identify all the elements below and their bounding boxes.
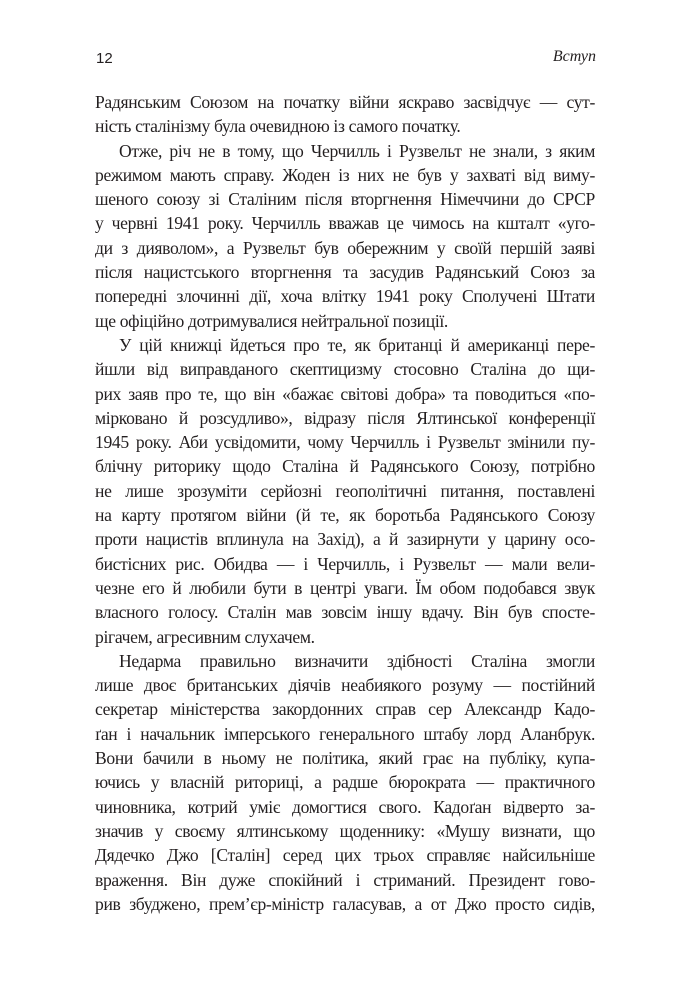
text-line: ючись у власній риториці, а радше бюрократа — практичного <box>95 772 595 793</box>
text-line: ще офіційно дотримувалися нейтральної позиції. <box>95 310 448 331</box>
text-line: рігачем, агресивним слухачем. <box>95 626 315 647</box>
text-line: блічну риторику щодо Сталіна й Радянського Союзу, потрібно <box>95 456 595 477</box>
text-line: після нацистського вторгнення та засудив Радянський Союз за <box>95 262 595 283</box>
text-line: попередні злочинні дії, хоча влітку 1941 року Сполучені Штати <box>95 286 595 307</box>
text-line: Недарма правильно визначити здібності Сталіна змогли <box>119 650 595 671</box>
text-line: мірковано й розсудливо», відразу після Ялтинської конференції <box>95 407 595 428</box>
paragraph <box>95 139 595 333</box>
paragraph <box>95 90 595 139</box>
text-line: йшли від виправданого скептицизму стосовно Сталіна до щи- <box>95 359 595 380</box>
text-line: рих заяв про те, що він «бажає світові добра» та поводиться «по- <box>95 383 595 404</box>
text-line: У цій книжці йдеться про те, як британці й американці пере- <box>119 334 595 355</box>
body-text <box>95 90 595 916</box>
text-line: ність сталінізму була очевидною із самого початку. <box>95 116 461 137</box>
text-line: проти нацистів вплинула на Захід), а й зазирнути у царину осо- <box>95 529 595 550</box>
text-line: враження. Він дуже спокійний і стриманий. Президент гово- <box>95 869 595 890</box>
text-line: рив збуджено, прем’єр-міністр галасував, а от Джо просто сидів, <box>95 893 595 914</box>
text-line: шеного союзу зі Сталіним після вторгнення Німеччини до СРСР <box>95 189 595 210</box>
running-title: Вступ <box>552 48 596 65</box>
text-line: не лише зрозуміти серйозні геополітичні питання, поставлені <box>95 480 595 501</box>
text-line: ґан і начальник імперського генерального штабу лорд Аланбрук. <box>95 723 595 744</box>
paragraph <box>95 649 595 916</box>
text-line: Дядечко Джо [Сталін] серед цих трьох справляє найсильніше <box>95 845 595 866</box>
text-line: Радянським Союзом на початку війни яскраво засвідчує — сут- <box>95 92 595 112</box>
paragraph <box>95 333 595 649</box>
text-line: чиновника, котрий уміє домогтися свого. Кадоґан відверто за- <box>95 796 595 817</box>
text-line: 1945 року. Аби усвідомити, чому Черчилль і Рузвельт змінили пу- <box>95 432 595 453</box>
text-line: на карту протягом війни (й те, як боротьба Радянського Союзу <box>95 505 595 526</box>
text-line: лише двоє британських діячів неабиякого розуму — постійний <box>95 675 595 696</box>
text-line: Отже, річ не в тому, що Черчилль і Рузвельт не знали, з яким <box>119 140 595 161</box>
text-line: значив у своєму ялтинському щоденнику: «Мушу визнати, що <box>95 820 595 841</box>
text-line: секретар міністерства закордонних справ сер Александр Кадо- <box>95 699 595 720</box>
text-line: чезне его й любили бути в центрі уваги. Їм обом подобався звук <box>95 577 595 598</box>
page-number: 12 <box>96 50 113 67</box>
text-line: режимом мають справу. Жоден із них не був у захваті від вимy- <box>95 164 595 185</box>
text-line: власного голосу. Сталін мав зовсім іншу вдачу. Він був спосте- <box>95 602 595 623</box>
text-line: бистісних рис. Обидва — і Черчилль, і Рузвельт — мали вели- <box>95 553 595 574</box>
text-line: ди з дияволом», а Рузвельт був обережним у своїй першій заяві <box>95 237 595 258</box>
text-line: Вони бачили в ньому не політика, який грає на публіку, купа- <box>95 748 595 769</box>
text-line: у червні 1941 року. Черчилль вважав це чимось на кшталт «уго- <box>95 213 595 234</box>
